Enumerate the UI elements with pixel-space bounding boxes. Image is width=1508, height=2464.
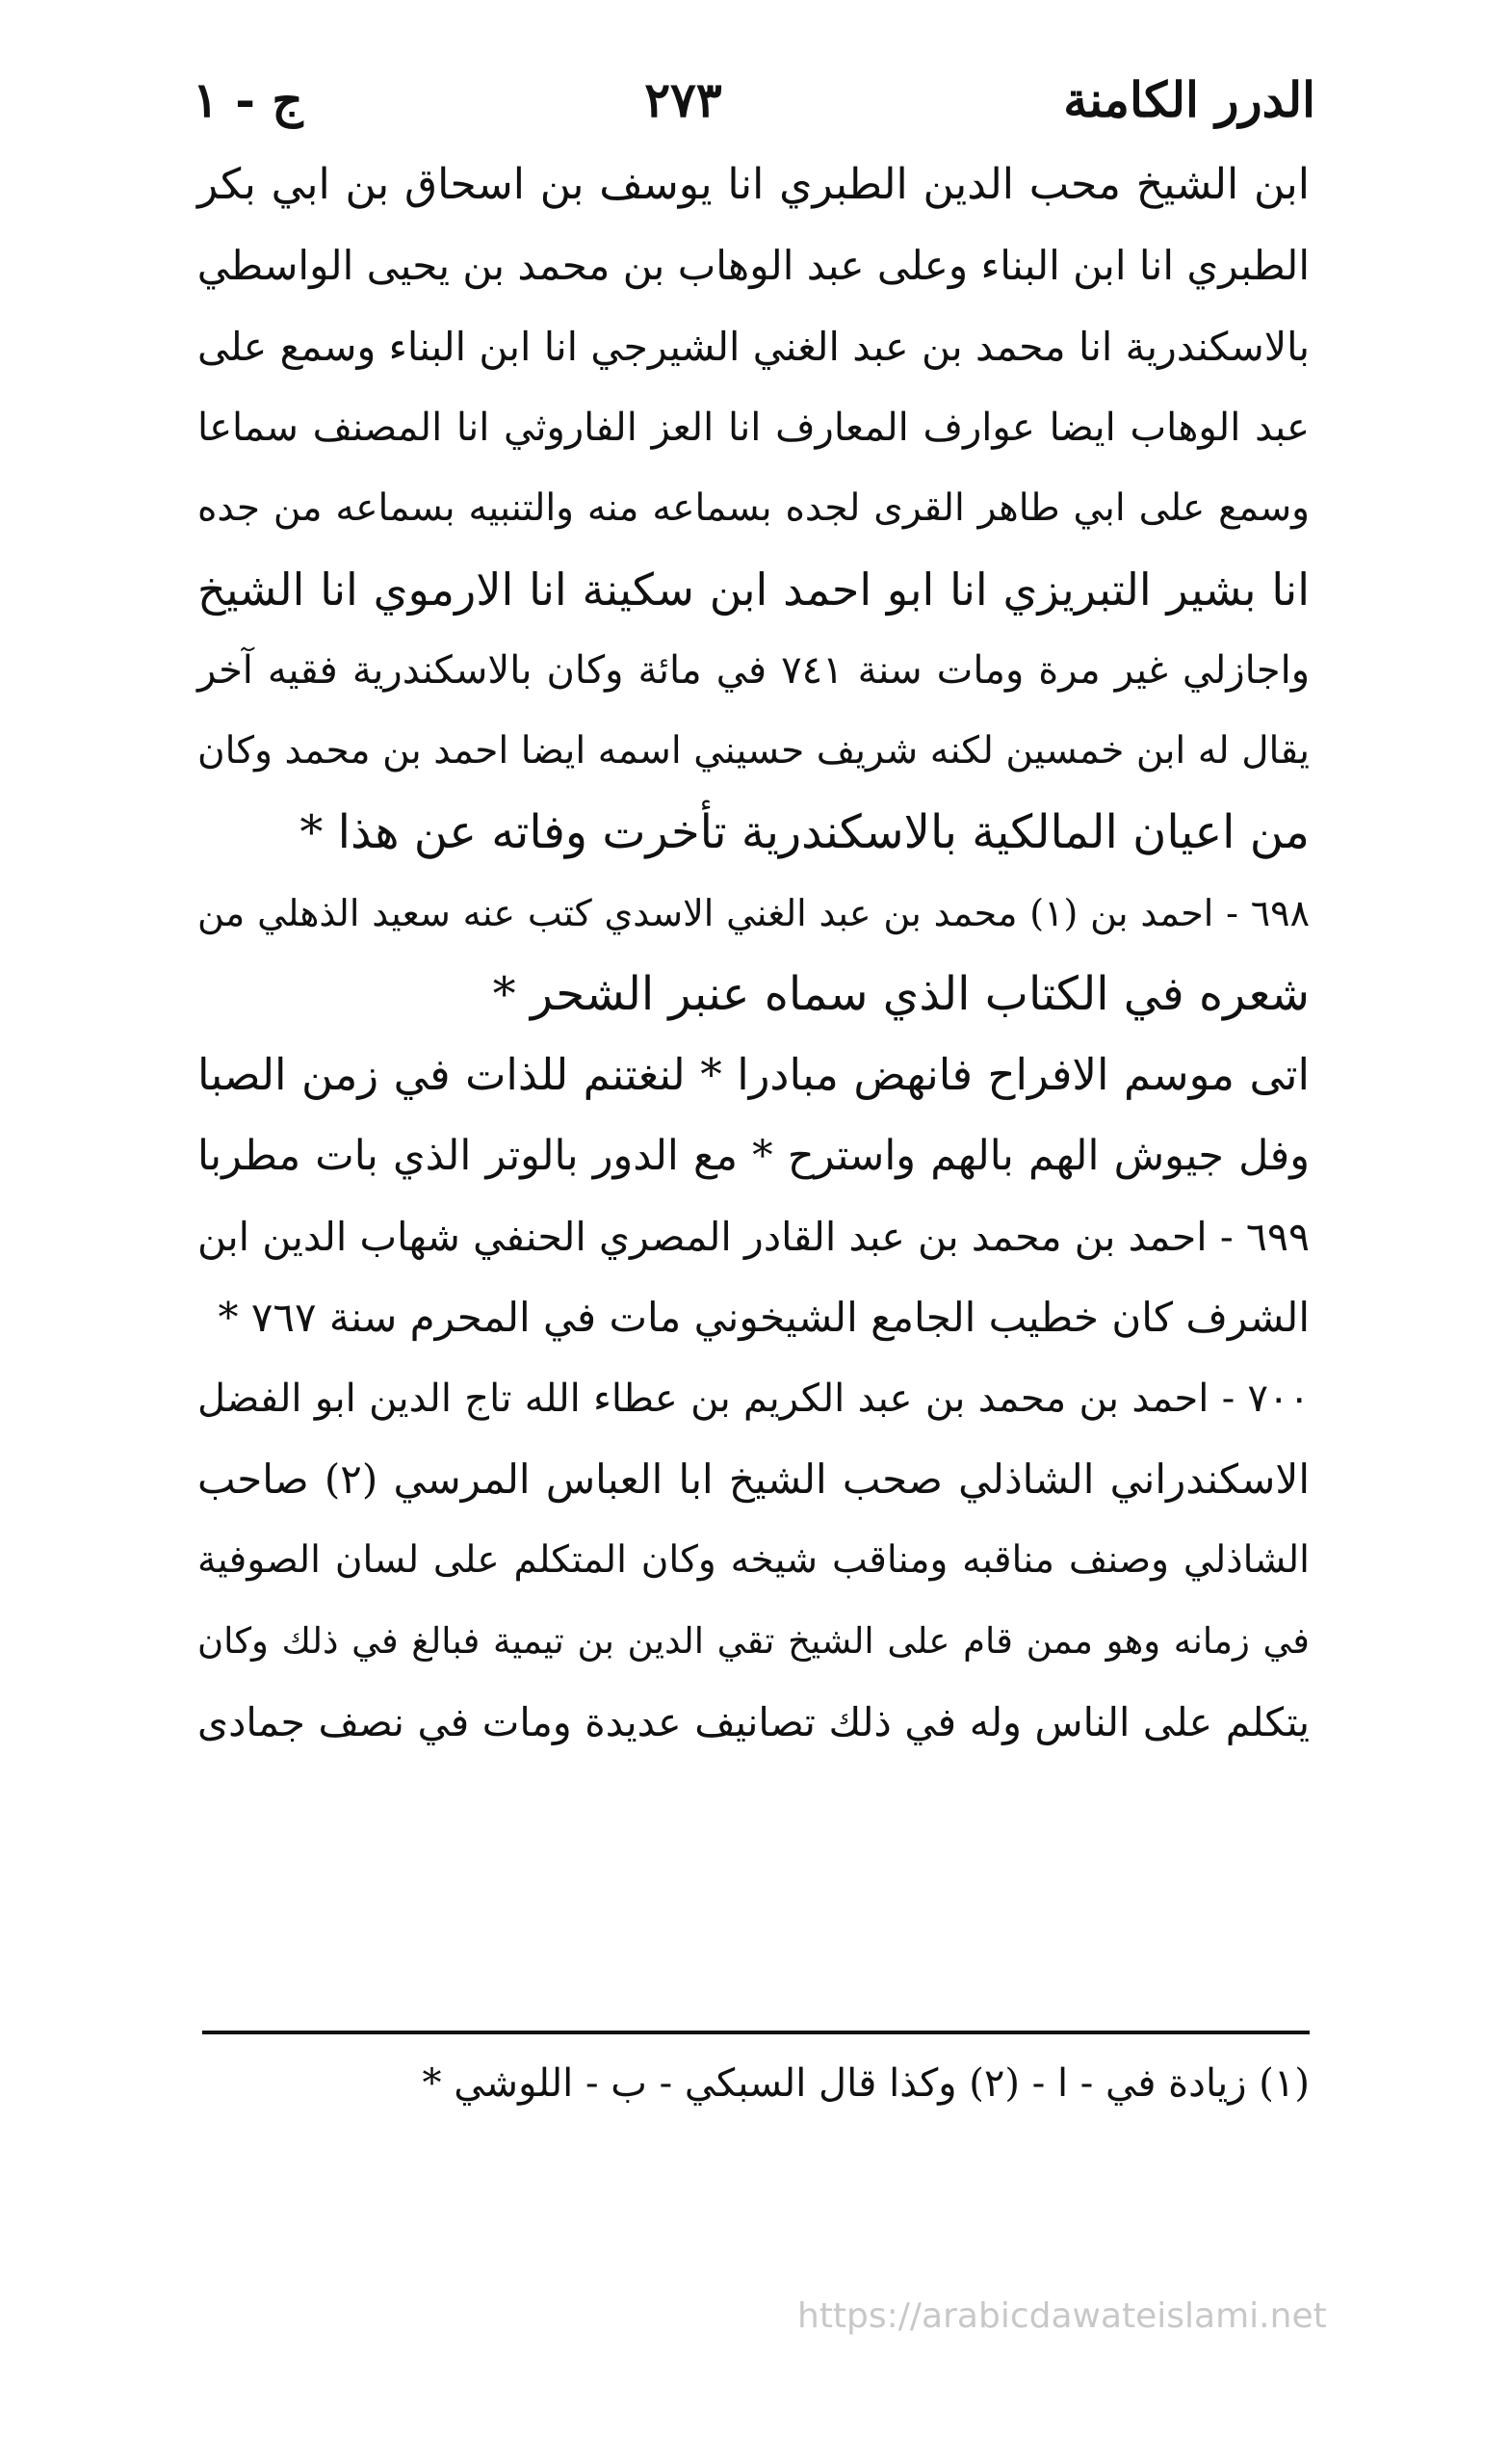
- text-line: الاسكندراني الشاذلي صحب الشيخ ابا العباس المرسي (٢) صاحب: [197, 1455, 1310, 1503]
- text-line: في زمانه وهو ممن قام على الشيخ تقي الدين بن تيمية فبالغ في ذلك وكان: [197, 1620, 1310, 1662]
- text-line: بالاسكندرية انا محمد بن عبد الغني الشيرجي انا ابن البناء وسمع على: [197, 324, 1310, 370]
- text-line: يتكلم على الناس وله في ذلك تصانيف عديدة ومات في نصف جمادى: [197, 1699, 1310, 1745]
- entry-699-line: ٦٩٩ - احمد بن محمد بن عبد القادر المصري الحنفي شهاب الدين ابن: [197, 1214, 1310, 1260]
- page-header: [193, 56, 1315, 143]
- entry-698-line: ٦٩٨ - احمد بن (١) محمد بن عبد الغني الاسدي كتب عنه سعيد الذهلي من: [197, 892, 1310, 934]
- text-line: من اعيان المالكية بالاسكندرية تأخرت وفاته عن هذا *: [299, 805, 1310, 859]
- entry-700-line: ٧٠٠ - احمد بن محمد بن عبد الكريم بن عطاء الله تاج الدين ابو الفضل: [197, 1376, 1310, 1421]
- text-line: شعره في الكتاب الذي سماه عنبر الشحر *: [492, 967, 1310, 1021]
- text-line: انا بشير التبريزي انا ابو احمد ابن سكينة انا الارموي انا الشيخ: [197, 564, 1310, 616]
- text-line: الشرف كان خطيب الجامع الشيخوني مات في المحرم سنة ٧٦٧ *: [218, 1294, 1310, 1341]
- footnote-divider: [202, 2031, 1310, 2034]
- page-body: [197, 144, 1310, 1763]
- text-line: وسمع على ابي طاهر القرى لجده بسماعه منه والتنبيه بسماعه من جده: [197, 486, 1310, 530]
- text-line: عبد الوهاب ايضا عوارف المعارف انا العز الفاروثي انا المصنف سماعا: [197, 406, 1310, 450]
- book-title: الدرر الكامنة: [1063, 70, 1315, 128]
- watermark-url: https://arabicdawateislami.net: [797, 2296, 1327, 2336]
- page-number: ٢٧٣: [644, 70, 722, 128]
- text-line: ابن الشيخ محب الدين الطبري انا يوسف بن اسحاق بن ابي بكر: [197, 160, 1310, 209]
- volume-label: ج - ١: [193, 70, 303, 128]
- text-line: الشاذلي وصنف مناقبه ومناقب شيخه وكان المتكلم على لسان الصوفية: [197, 1538, 1310, 1582]
- text-line: يقال له ابن خمسين لكنه شريف حسيني اسمه ايضا احمد بن محمد وكان: [197, 729, 1310, 773]
- verse-line: وفل جيوش الهم بالهم واسترح * مع الدور بالوتر الذي بات مطربا: [197, 1132, 1310, 1180]
- footnote: (١) زيادة في - ا - (٢) وكذا قال السبكي - ب - اللوشي *: [422, 2061, 1310, 2106]
- verse-line: اتى موسم الافراح فانهض مبادرا * لنغتنم للذات في زمن الصبا: [197, 1049, 1310, 1100]
- text-line: واجازلي غير مرة ومات سنة ٧٤١ في مائة وكان بالاسكندرية فقيه آخر: [197, 648, 1311, 693]
- text-line: الطبري انا ابن البناء وعلى عبد الوهاب بن محمد بن يحيى الواسطي: [196, 242, 1310, 289]
